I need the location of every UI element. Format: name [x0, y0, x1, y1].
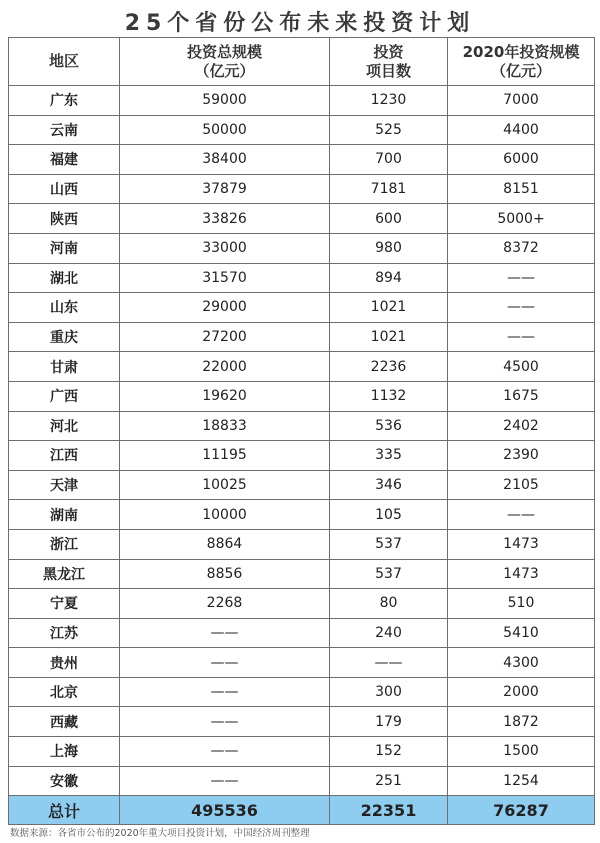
table-row — [9, 441, 595, 471]
projects-cell: 251 — [330, 766, 448, 796]
total-cell: —— — [120, 677, 330, 707]
table-row — [9, 411, 595, 441]
projects-cell: 536 — [330, 411, 448, 441]
projects-cell: 335 — [330, 441, 448, 471]
header-2020-line2: （亿元） — [490, 61, 551, 80]
table-row — [9, 470, 595, 500]
projects-cell: 2236 — [330, 352, 448, 382]
y2020-cell: 1500 — [448, 737, 595, 767]
projects-cell: 1132 — [330, 381, 448, 411]
projects-cell: 300 — [330, 677, 448, 707]
region-cell: 广西 — [9, 381, 120, 411]
table-header-row — [9, 38, 595, 86]
region-cell: 贵州 — [9, 648, 120, 678]
projects-cell: 1230 — [330, 86, 448, 116]
total-cell: —— — [120, 737, 330, 767]
y2020-cell: 6000 — [448, 145, 595, 175]
table-row — [9, 115, 595, 145]
header-projects-line1: 投资 — [373, 42, 404, 61]
table-row — [9, 381, 595, 411]
projects-cell: 240 — [330, 618, 448, 648]
y2020-cell: —— — [448, 322, 595, 352]
table-row — [9, 86, 595, 116]
y2020-cell: 2000 — [448, 677, 595, 707]
table-row — [9, 204, 595, 234]
table-row — [9, 263, 595, 293]
projects-cell: 537 — [330, 559, 448, 589]
total-cell: 8856 — [120, 559, 330, 589]
region-cell: 天津 — [9, 470, 120, 500]
y2020-cell: —— — [448, 500, 595, 530]
y2020-cell: 5000+ — [448, 204, 595, 234]
projects-cell: 80 — [330, 589, 448, 619]
total-cell: 33000 — [120, 233, 330, 263]
table-row — [9, 766, 595, 796]
region-cell: 云南 — [9, 115, 120, 145]
y2020-cell: 2105 — [448, 470, 595, 500]
region-cell: 陕西 — [9, 204, 120, 234]
investment-table — [8, 37, 595, 825]
y2020-cell: 510 — [448, 589, 595, 619]
data-source-note: 数据来源：各省市公布的2020年重大项目投资计划，中国经济周刊整理 — [10, 828, 310, 839]
total-row-region-cell: 总计 — [9, 796, 120, 825]
y2020-cell: 1473 — [448, 529, 595, 559]
region-cell: 宁夏 — [9, 589, 120, 619]
table-row — [9, 500, 595, 530]
region-cell: 甘肃 — [9, 352, 120, 382]
header-2020-line1: 2020年投资规模 — [462, 42, 580, 61]
total-cell: 22000 — [120, 352, 330, 382]
region-cell: 安徽 — [9, 766, 120, 796]
region-cell: 西藏 — [9, 707, 120, 737]
y2020-cell: 1254 — [448, 766, 595, 796]
header-projects-line2: 项目数 — [365, 61, 411, 80]
total-cell: 37879 — [120, 174, 330, 204]
projects-cell: —— — [330, 648, 448, 678]
y2020-cell: 4300 — [448, 648, 595, 678]
table-row — [9, 293, 595, 323]
y2020-cell: 7000 — [448, 86, 595, 116]
region-cell: 广东 — [9, 86, 120, 116]
projects-cell: 7181 — [330, 174, 448, 204]
total-cell: 11195 — [120, 441, 330, 471]
region-cell: 重庆 — [9, 322, 120, 352]
table-row — [9, 648, 595, 678]
projects-cell: 700 — [330, 145, 448, 175]
region-cell: 浙江 — [9, 529, 120, 559]
y2020-cell: 1473 — [448, 559, 595, 589]
table-row — [9, 174, 595, 204]
projects-cell: 600 — [330, 204, 448, 234]
projects-cell: 537 — [330, 529, 448, 559]
total-cell: —— — [120, 648, 330, 678]
y2020-cell: 4500 — [448, 352, 595, 382]
total-cell: 19620 — [120, 381, 330, 411]
table-row — [9, 737, 595, 767]
header-total-line2: （亿元） — [194, 61, 255, 80]
y2020-cell: 2390 — [448, 441, 595, 471]
total-cell: 27200 — [120, 322, 330, 352]
total-cell: 38400 — [120, 145, 330, 175]
page-title: 25个省份公布未来投资计划 — [124, 11, 476, 36]
y2020-cell: —— — [448, 293, 595, 323]
total-cell: 10000 — [120, 500, 330, 530]
table-row — [9, 233, 595, 263]
region-cell: 湖北 — [9, 263, 120, 293]
region-cell: 黑龙江 — [9, 559, 120, 589]
region-cell: 山西 — [9, 174, 120, 204]
total-row-projects-cell: 22351 — [330, 796, 448, 825]
y2020-cell: —— — [448, 263, 595, 293]
y2020-cell: 8372 — [448, 233, 595, 263]
projects-cell: 152 — [330, 737, 448, 767]
y2020-cell: 4400 — [448, 115, 595, 145]
table-row — [9, 618, 595, 648]
header-2020 — [448, 38, 595, 86]
table-row — [9, 145, 595, 175]
total-cell: 29000 — [120, 293, 330, 323]
total-cell: 31570 — [120, 263, 330, 293]
projects-cell: 1021 — [330, 293, 448, 323]
region-cell: 江苏 — [9, 618, 120, 648]
table-row — [9, 529, 595, 559]
region-cell: 上海 — [9, 737, 120, 767]
y2020-cell: 1872 — [448, 707, 595, 737]
total-cell: 10025 — [120, 470, 330, 500]
header-region-label: 地区 — [48, 52, 79, 70]
projects-cell: 980 — [330, 233, 448, 263]
y2020-cell: 1675 — [448, 381, 595, 411]
region-cell: 河北 — [9, 411, 120, 441]
total-cell: —— — [120, 707, 330, 737]
total-cell: 8864 — [120, 529, 330, 559]
y2020-cell: 5410 — [448, 618, 595, 648]
projects-cell: 1021 — [330, 322, 448, 352]
projects-cell: 894 — [330, 263, 448, 293]
y2020-cell: 2402 — [448, 411, 595, 441]
region-cell: 江西 — [9, 441, 120, 471]
header-total-line1: 投资总规模 — [186, 42, 262, 61]
projects-cell: 105 — [330, 500, 448, 530]
table-row — [9, 677, 595, 707]
total-row-y2020-cell: 76287 — [448, 796, 595, 825]
total-cell: 18833 — [120, 411, 330, 441]
table-row — [9, 559, 595, 589]
total-row — [9, 796, 595, 825]
header-total — [120, 38, 330, 86]
total-cell: 50000 — [120, 115, 330, 145]
table-row — [9, 707, 595, 737]
total-cell: —— — [120, 618, 330, 648]
projects-cell: 525 — [330, 115, 448, 145]
total-cell: 59000 — [120, 86, 330, 116]
y2020-cell: 8151 — [448, 174, 595, 204]
projects-cell: 346 — [330, 470, 448, 500]
projects-cell: 179 — [330, 707, 448, 737]
table-body — [9, 86, 595, 825]
table-row — [9, 589, 595, 619]
table-row — [9, 352, 595, 382]
total-cell: 2268 — [120, 589, 330, 619]
region-cell: 湖南 — [9, 500, 120, 530]
region-cell: 北京 — [9, 677, 120, 707]
region-cell: 福建 — [9, 145, 120, 175]
region-cell: 河南 — [9, 233, 120, 263]
total-row-total-cell: 495536 — [120, 796, 330, 825]
header-projects — [330, 38, 448, 86]
region-cell: 山东 — [9, 293, 120, 323]
total-cell: 33826 — [120, 204, 330, 234]
total-cell: —— — [120, 766, 330, 796]
table-row — [9, 322, 595, 352]
header-region — [9, 38, 120, 86]
